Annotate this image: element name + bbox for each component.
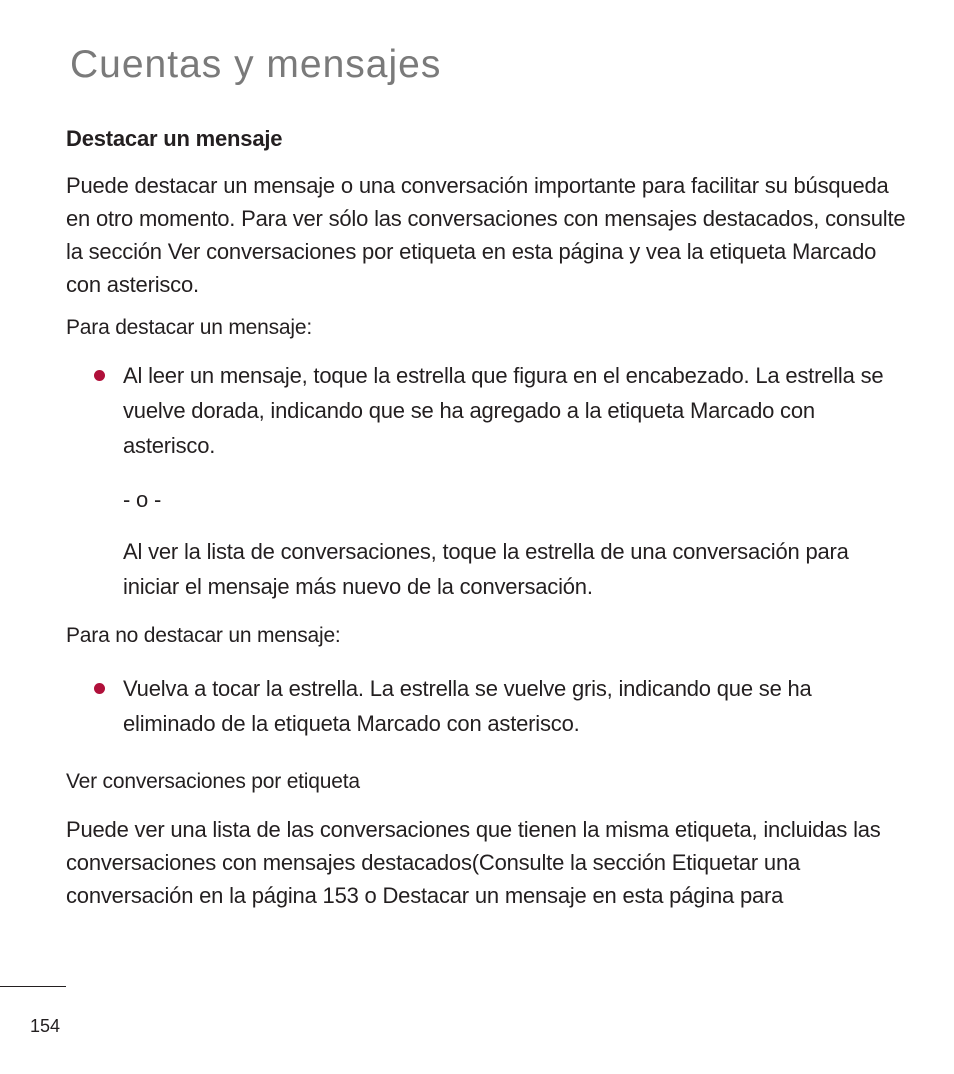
- page-number: 154: [30, 1016, 61, 1036]
- bullet-text-to-star: Al leer un mensaje, toque la estrella que figura en el encabezado. La estrella se vuelve dorada, indicando que se ha agregado a la etiqueta Marcado con asterisco.: [123, 363, 884, 459]
- alt-instruction-paragraph: Al ver la lista de conversaciones, toque la estrella de una conversación para iniciar el mensaje más nuevo de la conversación.: [123, 539, 849, 600]
- subheading-to-star: Para destacar un mensaje:: [66, 315, 312, 339]
- list-item-to-star: [66, 358, 906, 463]
- bullet-dot-icon: [94, 683, 105, 694]
- footer-divider: [0, 986, 66, 987]
- section-intro-paragraph: Puede destacar un mensaje o una conversación importante para facilitar su búsqueda en otro momento. Para ver sólo las conversaciones con mensajes destacados, consulte la sección Ver conversaciones por etiqueta en esta página y vea la etiqueta Marcado con asterisco.: [66, 172, 906, 297]
- or-separator: - o -: [123, 487, 162, 513]
- bullet-dot-icon: [94, 370, 105, 381]
- page-content: [66, 124, 906, 912]
- subheading-to-unstar: Para no destacar un mensaje:: [66, 624, 341, 648]
- section-heading-ver-conversaciones: Ver conversaciones por etiqueta: [66, 769, 360, 793]
- page-title: Cuentas y mensajes: [70, 43, 442, 86]
- section-heading-destacar: Destacar un mensaje: [66, 126, 283, 151]
- list-item-to-unstar: [66, 671, 906, 741]
- section2-body-paragraph: Puede ver una lista de las conversaciones que tienen la misma etiqueta, incluidas las conversaciones con mensajes destacados(Consulte la sección Etiquetar una conversación en la página 153 o Destacar un mensaje en esta página para: [66, 816, 881, 908]
- bullet-text-to-unstar: Vuelva a tocar la estrella. La estrella se vuelve gris, indicando que se ha eliminado de la etiqueta Marcado con asterisco.: [123, 675, 812, 736]
